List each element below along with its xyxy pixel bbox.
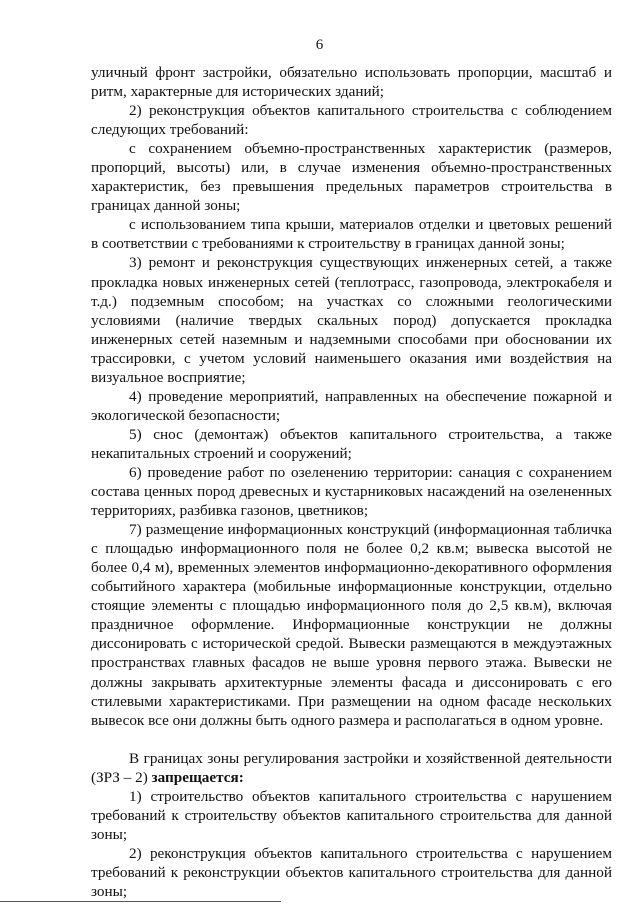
paragraph-subitem-roof: с использованием типа крыши, материалов отделки и цветовых решений в соответствии с требованиями к строительству в границах данной зоны; xyxy=(91,216,612,253)
zone-heading-bold: запрещается: xyxy=(151,768,244,786)
zone-heading-text: В границах зоны регулирования застройки и хозяйственной деятельности (ЗРЗ – 2) xyxy=(91,749,612,786)
section-spacer xyxy=(91,730,612,749)
paragraph-item-5: 5) снос (демонтаж) объектов капитального строительства, а также некапитальных строений и сооружений; xyxy=(91,425,612,462)
paragraph-item-4: 4) проведение мероприятий, направленных на обеспечение пожарной и экологической безопасности; xyxy=(91,387,612,424)
paragraph-item-2: 2) реконструкция объектов капитального строительства с соблюдением следующих требований: xyxy=(91,102,612,139)
document-body xyxy=(91,63,612,901)
paragraph-item-6: 6) проведение работ по озеленению территории: санация с сохранением состава ценных пород древесных и кустарниковых насаждений на озелененных территориях, разбивка газонов, цветников; xyxy=(91,463,612,520)
zone-heading xyxy=(91,749,612,787)
footer-rule xyxy=(0,901,281,902)
paragraph-item-7: 7) размещение информационных конструкций (информационная табличка с площадью информационного поля не более 0,2 кв.м; вывеска высотой не более 0,4 м), временных элементов информационно-декоративного оформления событийного характера (мобильные информационные конструкции, отдельно стоящие элементы с площадью информационного поля до 2,5 кв.м), включая праздничное оформление. Информационные конструкции не должны диссонировать с исторической средой. Вывески размещаются в междуэтажных пространствах главных фасадов не выше уровня первого этажа. Вывески не должны закрывать архитектурные элементы фасада и диссонировать с его стилевыми характеристиками. При размещении на одном фасаде нескольких вывесок все они должны быть одного размера и располагаться в одном уровне. xyxy=(91,521,612,729)
paragraph-item-3: 3) ремонт и реконструкция существующих инженерных сетей, а также прокладка новых инженерных сетей (теплотрасс, газопровода, электрокабеля и т.д.) подземным способом; на участках со сложными геологическими условиями (наличие твердых скальных пород) допускается прокладка инженерных сетей наземным и надземными способами при обосновании их трассировки, с учетом условий наименьшего оказания ими воздействия на визуальное восприятие; xyxy=(91,254,612,386)
prohibited-item-2: 2) реконструкция объектов капитального строительства с нарушением требований к реконструкции объектов капитального строительства для данной зоны; xyxy=(91,844,612,900)
paragraph-subitem-volume: с сохранением объемно-пространственных характеристик (размеров, пропорций, высоты) или, в случае изменения объемно-пространственных характеристик, без превышения предельных параметров строительства в границах данной зоны; xyxy=(91,140,612,215)
page-number: 6 xyxy=(315,37,324,53)
prohibited-item-1: 1) строительство объектов капитального строительства с нарушением требований к строительству объектов капитального строительства для данной зоны; xyxy=(91,787,612,843)
paragraph-continued: уличный фронт застройки, обязательно использовать пропорции, масштаб и ритм, характерные для исторических зданий; xyxy=(91,64,612,101)
